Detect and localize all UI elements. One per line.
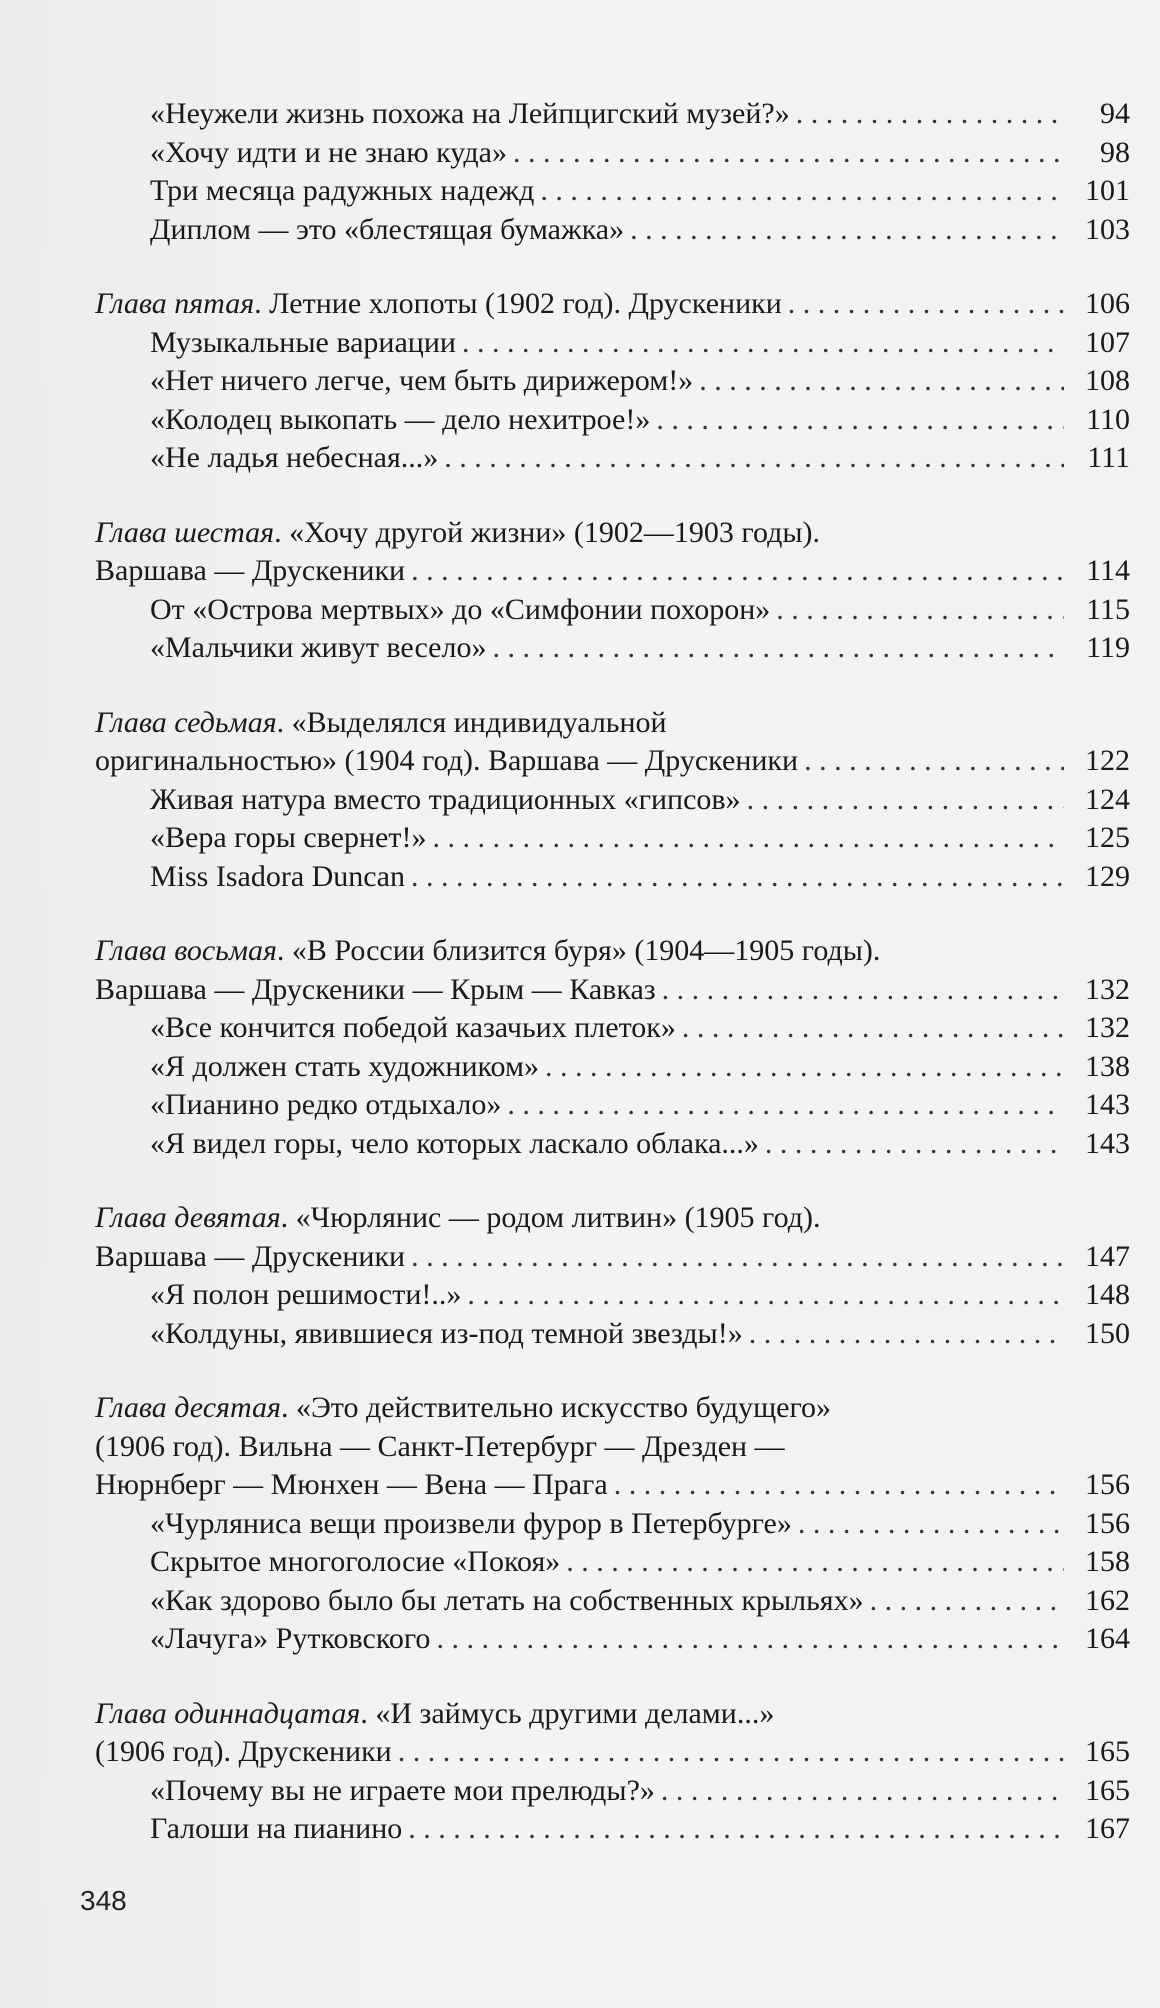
toc-entry-title: «Неужели жизнь похожа на Лейпцигский музей?» [150, 97, 790, 130]
chapter-9 [95, 1199, 1130, 1353]
toc-entry-page: 107 [1085, 325, 1130, 359]
leader-dots [540, 172, 1064, 211]
toc-entry-page: 125 [1085, 821, 1130, 854]
chapter-title-text: Варшава — Друскеники [95, 1239, 406, 1273]
leader-dots [507, 1086, 1064, 1125]
toc-entry [95, 1582, 1130, 1621]
toc-intro-group [95, 95, 1130, 249]
leader-dots [656, 401, 1064, 440]
chapter-label: Глава восьмая [95, 934, 277, 967]
toc-entry [95, 401, 1130, 440]
toc-entry-page: 143 [1085, 1126, 1130, 1160]
toc-entry-page: 129 [1085, 859, 1130, 893]
toc-entry [95, 1620, 1130, 1659]
chapter-page: 114 [1086, 554, 1130, 587]
chapter-title-text: . «И займусь другими делами...» [360, 1696, 775, 1730]
leader-dots [436, 1620, 1064, 1659]
toc-entry-page: 108 [1085, 364, 1130, 397]
chapter-heading-last-line [95, 1466, 1130, 1505]
leader-dots [513, 134, 1064, 173]
toc-entry-title: «Нет ничего легче, чем быть дирижером!» [150, 364, 694, 397]
leader-dots [492, 629, 1064, 668]
chapter-label: Глава пятая [95, 287, 255, 320]
toc-entry-title: «Все кончится победой казачьих плеток» [150, 1011, 676, 1044]
toc-entry-page: 110 [1086, 402, 1130, 436]
chapter-6 [95, 514, 1130, 668]
leader-dots [788, 285, 1064, 324]
toc-entry-page: 162 [1085, 1583, 1130, 1617]
leader-dots [682, 1009, 1064, 1048]
chapter-label: Глава десятая [95, 1391, 281, 1424]
toc-entry-page: 164 [1085, 1622, 1130, 1655]
leader-dots [462, 324, 1064, 363]
chapter-title-text: оригинальностью» (1904 год). Варшава — Друскеники [95, 744, 799, 777]
toc-entry-title: «Почему вы не играете мои прелюды?» [150, 1773, 655, 1807]
toc-entry-title: «Чурляниса вещи произвели фурор в Петербурге» [150, 1506, 792, 1540]
toc-entry-title: «Мальчики живут весело» [150, 631, 487, 664]
leader-dots [432, 819, 1064, 858]
toc-entry-page: 167 [1085, 1812, 1130, 1845]
leader-dots [630, 211, 1064, 250]
chapter-page: 106 [1085, 287, 1130, 320]
toc-entry-title: «Я должен стать художником» [150, 1049, 539, 1083]
leader-dots [408, 1810, 1064, 1849]
leader-dots [870, 1582, 1064, 1621]
toc-entry-title: «Колодец выкопать — дело нехитрое!» [150, 402, 651, 436]
chapter-heading-last-line [95, 742, 1130, 781]
leader-dots [796, 95, 1064, 134]
toc-entry-title: Галоши на пианино [150, 1812, 403, 1845]
leader-dots [749, 1315, 1064, 1354]
chapter-page: 165 [1085, 1735, 1130, 1768]
leader-dots [776, 591, 1064, 630]
toc-entry-title: «Колдуны, явившиеся из-под темной звезды!» [150, 1316, 743, 1350]
chapter-heading [95, 1695, 1130, 1734]
toc-entry-page: 150 [1085, 1316, 1130, 1350]
leader-dots [614, 1466, 1064, 1505]
toc-entry [95, 324, 1130, 363]
leader-dots [566, 1543, 1064, 1582]
chapter-heading-line [95, 1428, 1130, 1467]
toc-entry-title: От «Острова мертвых» до «Симфонии похорон» [150, 592, 771, 626]
chapter-title-text: Варшава — Друскеники [95, 554, 406, 587]
toc-entry [95, 172, 1130, 211]
toc-entry-title: Диплом — это «блестящая бумажка» [150, 212, 625, 246]
chapter-page: 147 [1085, 1239, 1130, 1273]
toc-entry-title: «Не ладья небесная...» [150, 441, 439, 474]
table-of-contents [95, 95, 1130, 1849]
toc-entry [95, 629, 1130, 668]
chapter-title-text: Нюрнберг — Мюнхен — Вена — Прага [95, 1468, 608, 1501]
toc-entry-title: Miss Isadora Duncan [150, 859, 405, 893]
chapter-title [95, 285, 782, 324]
chapter-heading-last-line [95, 1733, 1130, 1772]
toc-entry [95, 134, 1130, 173]
toc-entry [95, 1009, 1130, 1048]
chapter-label: Глава одиннадцатая [95, 1696, 361, 1730]
chapter-heading [95, 1389, 1130, 1428]
toc-entry [95, 819, 1130, 858]
toc-entry [95, 1505, 1130, 1544]
chapter-title-text: . «Выделялся индивидуальной [276, 705, 667, 739]
leader-dots [411, 1238, 1064, 1277]
leader-dots [467, 1276, 1064, 1315]
page-number: 348 [80, 1885, 127, 1916]
chapter-title-text: . «Это действительно искусство будущего» [280, 1391, 832, 1424]
toc-entry-page: 111 [1087, 441, 1130, 474]
toc-entry-page: 138 [1085, 1049, 1130, 1083]
chapter-title-text: (1906 год). Друскеники [95, 1735, 392, 1768]
toc-entry-title: «Вера горы свернет!» [150, 821, 427, 854]
chapter-title-text: Варшава — Друскеники — Крым — Кавказ [95, 972, 656, 1006]
chapter-page: 122 [1085, 744, 1130, 777]
chapter-title-text: (1906 год). Вильна — Санкт-Петербург — Дрезден — [95, 1429, 785, 1463]
leader-dots [398, 1733, 1064, 1772]
chapter-heading [95, 285, 1130, 324]
toc-entry-title: «Я полон решимости!..» [150, 1278, 462, 1311]
toc-entry-title: Живая натура вместо традиционных «гипсов» [150, 782, 741, 816]
toc-entry [95, 362, 1130, 401]
chapter-10 [95, 1389, 1130, 1659]
toc-entry [95, 1048, 1130, 1087]
chapter-heading-last-line [95, 1238, 1130, 1277]
toc-entry-title: «Я видел горы, чело которых ласкало облака...» [150, 1126, 759, 1160]
chapter-page: 132 [1085, 972, 1130, 1006]
toc-entry [95, 781, 1130, 820]
leader-dots [411, 858, 1064, 897]
chapter-7 [95, 704, 1130, 897]
toc-entry-title: Музыкальные вариации [150, 325, 456, 359]
chapter-title-text: . «Хочу другой жизни» (1902—1903 годы). [274, 515, 820, 549]
toc-entry-title: «Как здорово было бы летать на собственных крыльях» [150, 1583, 864, 1617]
leader-dots [699, 362, 1064, 401]
toc-entry-title: «Хочу идти и не знаю куда» [150, 135, 507, 169]
toc-entry-page: 124 [1085, 782, 1130, 816]
chapter-heading [95, 704, 1130, 743]
toc-entry [95, 211, 1130, 250]
leader-dots [545, 1048, 1064, 1087]
toc-entry-page: 101 [1085, 174, 1130, 207]
toc-entry [95, 1276, 1130, 1315]
toc-entry [95, 1315, 1130, 1354]
toc-entry-page: 165 [1085, 1773, 1130, 1807]
toc-entry-page: 98 [1100, 135, 1130, 169]
chapter-label: Глава девятая [95, 1201, 281, 1234]
leader-dots [444, 439, 1064, 478]
chapter-8 [95, 932, 1130, 1163]
toc-entry [95, 1086, 1130, 1125]
toc-entry-page: 143 [1085, 1088, 1130, 1121]
toc-entry [95, 1772, 1130, 1811]
chapter-heading [95, 932, 1130, 971]
leader-dots [661, 1772, 1064, 1811]
toc-entry-page: 103 [1085, 212, 1130, 246]
chapter-heading [95, 1199, 1130, 1238]
chapter-title-text: . Летние хлопоты (1902 год). Друскеники [254, 287, 782, 320]
chapter-title-text: . «В России близится буря» (1904—1905 годы). [276, 934, 881, 967]
toc-entry-page: 115 [1086, 592, 1130, 626]
toc-entry [95, 95, 1130, 134]
toc-entry-title: «Лачуга» Рутковского [150, 1622, 431, 1655]
leader-dots [798, 1505, 1064, 1544]
toc-entry-title: Скрытое многоголосие «Покоя» [150, 1545, 561, 1578]
toc-entry [95, 439, 1130, 478]
toc-entry-page: 158 [1085, 1545, 1130, 1578]
toc-entry [95, 1810, 1130, 1849]
toc-entry [95, 1543, 1130, 1582]
toc-entry-page: 132 [1085, 1011, 1130, 1044]
toc-entry-page: 119 [1086, 631, 1130, 664]
chapter-heading-last-line [95, 552, 1130, 591]
chapter-title-text: . «Чюрлянис — родом литвин» (1905 год). [280, 1201, 821, 1234]
toc-entry-title: «Пианино редко отдыхало» [150, 1088, 502, 1121]
toc-entry-page: 156 [1085, 1506, 1130, 1540]
leader-dots [765, 1125, 1064, 1164]
leader-dots [662, 971, 1064, 1010]
leader-dots [804, 742, 1064, 781]
toc-entry [95, 858, 1130, 897]
chapter-label: Глава шестая [95, 515, 275, 549]
toc-entry [95, 1125, 1130, 1164]
chapter-heading-last-line [95, 971, 1130, 1010]
leader-dots [411, 552, 1064, 591]
chapter-label: Глава седьмая [95, 705, 277, 739]
chapter-heading [95, 514, 1130, 553]
toc-entry-title: Три месяца радужных надежд [150, 174, 535, 207]
toc-entry [95, 591, 1130, 630]
chapter-5 [95, 285, 1130, 478]
chapter-11 [95, 1695, 1130, 1849]
toc-entry-page: 148 [1085, 1278, 1130, 1311]
leader-dots [747, 781, 1064, 820]
chapter-page: 156 [1085, 1468, 1130, 1501]
toc-entry-page: 94 [1100, 97, 1130, 130]
